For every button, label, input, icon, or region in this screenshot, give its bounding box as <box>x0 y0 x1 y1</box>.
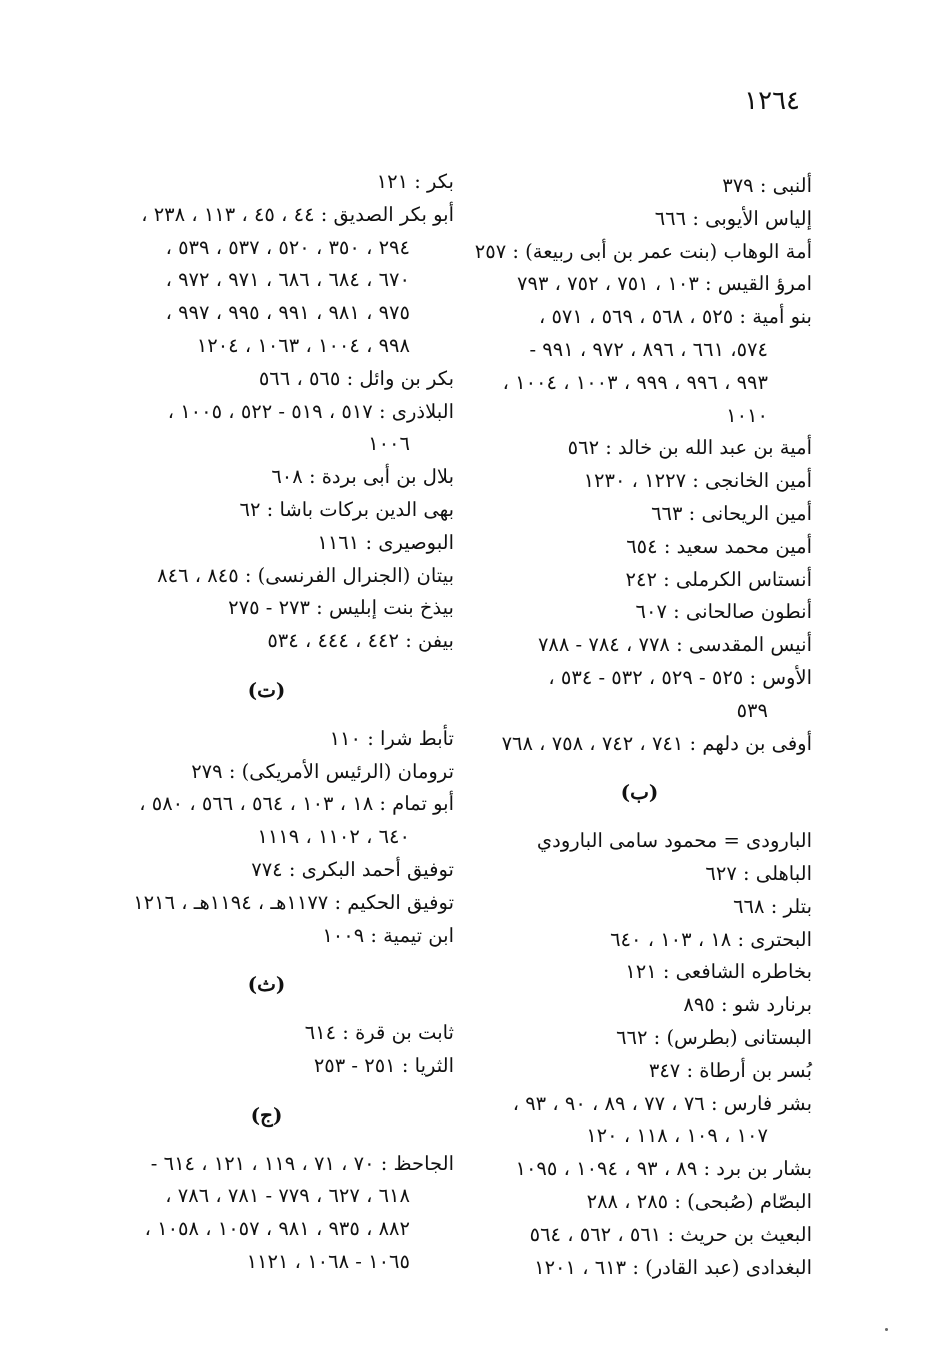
index-entry: أمين الريحانى : ٦٦٣ <box>651 501 812 525</box>
index-entry: بخاطره الشافعى : ١٢١ <box>625 960 812 984</box>
index-entry-continuation: ٩٩٨ ، ١٠٠٤ ، ١٠٦٣ ، ١٢٠٤ <box>196 333 410 357</box>
index-entry: ابن تيمية : ١٠٠٩ <box>322 923 454 947</box>
index-entry-continuation: ٥٧٤، ٦٦١ ، ٨٩٦ ، ٩٧٢ ، ٩٩١ - <box>529 337 768 361</box>
index-entry-continuation: ٢٩٤ ، ٣٥٠ ، ٥٢٠ ، ٥٣٧ ، ٥٣٩ ، <box>165 235 410 259</box>
index-entry-continuation: ١٠١٠ <box>726 403 768 427</box>
index-entry: أبو بكر الصديق : ٤٤ ، ٤٥ ، ١١٣ ، ٢٣٨ ، <box>141 202 454 226</box>
index-entry: بيذخ بنت إبليس : ٢٧٣ - ٢٧٥ <box>228 596 454 620</box>
section-heading-jim: (ج) <box>250 1102 283 1127</box>
index-entry: توفيق أحمد البكرى : ٧٧٤ <box>251 857 454 881</box>
index-entry: البارودى = محمود سامى البارودي <box>536 829 812 853</box>
index-entry: بشر فارس : ٧٦ ، ٧٧ ، ٨٩ ، ٩٠ ، ٩٣ ، <box>512 1091 812 1115</box>
page-number: ١٢٦٤ <box>744 86 800 116</box>
index-entry: أنستاس الكرملى : ٢٤٢ <box>625 567 812 591</box>
index-entry: برنارد شو : ٨٩٥ <box>683 993 812 1017</box>
index-entry: الأوس : ٥٢٥ - ٥٢٩ ، ٥٣٢ - ٥٣٤ ، <box>548 665 812 689</box>
index-entry: البصّام (صُبحى) : ٢٨٥ ، ٢٨٨ <box>586 1189 812 1213</box>
index-entry: أمين الخانجى : ١٢٢٧ ، ١٢٣٠ <box>583 469 812 493</box>
index-entry: ألنبى : ٣٧٩ <box>722 174 812 197</box>
index-entry: بيتان (الجنرال الفرنسى) : ٨٤٥ ، ٨٤٦ <box>157 563 454 587</box>
index-entry: بُسر بن أرطاة : ٣٤٧ <box>648 1058 812 1082</box>
index-entry-continuation: ١٠٦٥ - ١٠٦٨ ، ١١٢١ <box>246 1249 410 1273</box>
index-entry: أمين محمد سعيد : ٦٥٤ <box>626 534 812 558</box>
index-entry: بشار بن برد : ٨٩ ، ٩٣ ، ١٠٩٤ ، ١٠٩٥ <box>515 1157 812 1181</box>
index-entry: أوفى بن دلهم : ٧٤١ ، ٧٤٢ ، ٧٥٨ ، ٧٦٨ <box>501 731 812 755</box>
index-entry: بهى الدين بركات باشا : ٦٢ <box>239 497 454 521</box>
section-heading-ta: (ت) <box>247 677 286 702</box>
index-entry: ثابت بن قرة : ٦١٤ <box>304 1021 454 1045</box>
index-entry-continuation: ٦٧٠ ، ٦٨٤ ، ٦٨٦ ، ٩٧١ ، ٩٧٢ ، <box>165 268 410 292</box>
index-column-right <box>467 170 812 1284</box>
index-entry: الثريا : ٢٥١ - ٢٥٣ <box>313 1053 454 1077</box>
index-entry: أنطون صالحانى : ٦٠٧ <box>635 600 812 624</box>
index-entry-continuation: ٩٩٣ ، ٩٩٦ ، ٩٩٩ ، ١٠٠٣ ، ١٠٠٤ ، <box>502 370 768 394</box>
index-entry: بيفن : ٤٤٢ ، ٤٤٤ ، ٥٣٤ <box>267 629 454 653</box>
index-entry: بكر : ١٢١ <box>376 170 454 193</box>
index-entry: البغدادى (عبد القادر) : ٦١٣ ، ١٢٠١ <box>534 1255 812 1279</box>
index-entry: تأبط شرا : ١١٠ <box>329 726 454 750</box>
index-entry: بنو أمية : ٥٢٥ ، ٥٦٨ ، ٥٦٩ ، ٥٧١ ، <box>538 305 812 329</box>
index-entry: ترومان (الرئيس الأمريكى) : ٢٧٩ <box>191 759 454 783</box>
index-entry: أنيس المقدسى : ٧٧٨ ، ٧٨٤ - ٧٨٨ <box>537 633 812 657</box>
index-entry: إلياس الأيوبى : ٦٦٦ <box>654 206 812 230</box>
index-entry: بكر بن وائل : ٥٦٥ ، ٥٦٦ <box>258 366 454 390</box>
section-heading-ba: (ب) <box>620 780 659 805</box>
index-entry-continuation: ٦١٨ ، ٦٢٧ ، ٧٧٩ - ٧٨١ ، ٧٨٦ ، <box>165 1184 410 1208</box>
index-entry-continuation: ٦٤٠ ، ١١٠٢ ، ١١١٩ <box>257 825 410 849</box>
index-entry: البوصيرى : ١١٦١ <box>317 530 454 554</box>
index-entry: أمية بن عبد الله بن خالد : ٥٦٢ <box>567 436 812 460</box>
index-entry: أبو تمام : ١٨ ، ١٠٣ ، ٥٦٤ ، ٥٦٦ ، ٥٨٠ ، <box>139 792 454 816</box>
index-entry: الجاحظ : ٧٠ ، ٧١ ، ١١٩ ، ١٢١ ، ٦١٤ - <box>150 1151 454 1175</box>
section-heading-tha: (ث) <box>247 972 286 997</box>
scan-speck <box>885 1328 888 1331</box>
index-entry: امرؤ القيس : ١٠٣ ، ٧٥١ ، ٧٥٢ ، ٧٩٣ <box>517 272 812 296</box>
index-entry: البستانى (بطرس) : ٦٦٢ <box>616 1025 812 1049</box>
index-entry: البلاذرى : ٥١٧ ، ٥١٩ - ٥٢٢ ، ١٠٠٥ ، <box>167 399 454 423</box>
index-entry-continuation: ١٠٠٦ <box>368 432 410 456</box>
index-entry: البحترى : ١٨ ، ١٠٣ ، ٦٤٠ <box>610 927 812 951</box>
index-entry: توفيق الحكيم : ١١٧٧هـ ، ١١٩٤هـ ، ١٢١٦ <box>133 890 454 914</box>
index-column-left <box>79 166 454 1279</box>
index-entry-continuation: ٩٧٥ ، ٩٨١ ، ٩٩١ ، ٩٩٥ ، ٩٩٧ ، <box>165 301 410 325</box>
index-entry-continuation: ١٠٧ ، ١٠٩ ، ١١٨ ، ١٢٠ <box>586 1124 768 1148</box>
index-entry-continuation: ٥٣٩ <box>736 698 768 722</box>
index-entry: البعيث بن حريث : ٥٦١ ، ٥٦٢ ، ٥٦٤ <box>529 1222 812 1246</box>
index-entry: الباهلى : ٦٢٧ <box>705 861 812 885</box>
index-entry: أمة الوهاب (بنت عمر بن أبى ربيعة) : ٢٥٧ <box>474 239 812 263</box>
index-entry: بتلر : ٦٦٨ <box>733 894 812 918</box>
index-entry: بلال بن أبى بردة : ٦٠٨ <box>271 465 454 489</box>
index-entry-continuation: ٨٨٢ ، ٩٣٥ ، ٩٨١ ، ١٠٥٧ ، ١٠٥٨ ، <box>144 1217 410 1241</box>
